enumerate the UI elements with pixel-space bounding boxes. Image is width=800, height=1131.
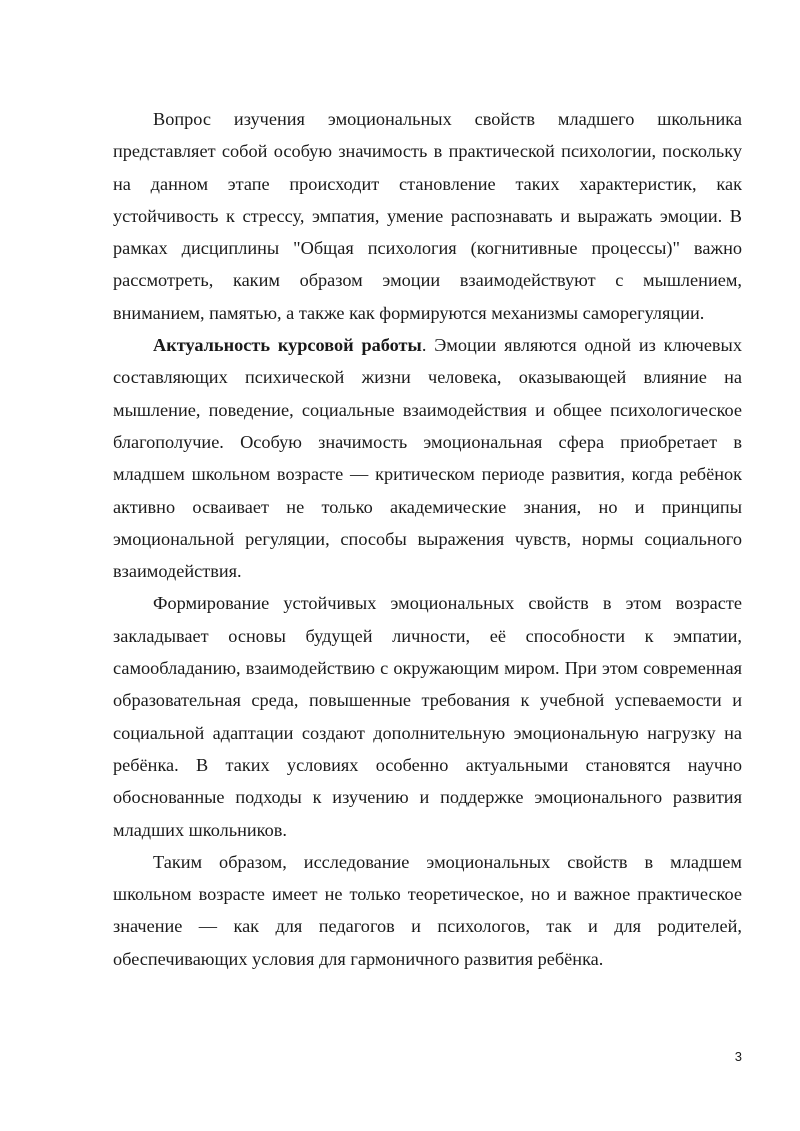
paragraph-formation (113, 587, 742, 845)
paragraph-intro (113, 103, 742, 329)
paragraph-formation-text: Формирование устойчивых эмоциональных свойств в этом возрасте закладывает основы будущей личности, её способности к эмпатии, самообладанию, взаимодействию с окружающим миром. При этом современная образовательная среда, повышенные требования к учебной успеваемости и социальной адаптации создают дополнительную эмоциональную нагрузку на ребёнка. В таких условиях особенно актуальными становятся научно обоснованные подходы к изучению и поддержке эмоционального развития младших школьников. (113, 593, 742, 840)
document-body (113, 103, 742, 975)
relevance-heading: Актуальность курсовой работы (153, 335, 422, 356)
paragraph-relevance-text: . Эмоции являются одной из ключевых составляющих психической жизни человека, оказывающей влияние на мышление, поведение, социальные взаимодействия и общее психологическое благополучие. Особую значимость эмоциональная сфера приобретает в младшем школьном возрасте — критическом периоде развития, когда ребёнок активно осваивает не только академические знания, но и принципы эмоциональной регуляции, способы выражения чувств, нормы социального взаимодействия. (113, 335, 742, 582)
page-number: 3 (734, 1049, 742, 1064)
paragraph-conclusion-text: Таким образом, исследование эмоциональных свойств в младшем школьном возрасте имеет не только теоретическое, но и важное практическое значение — как для педагогов и психологов, так и для родителей, обеспечивающих условия для гармоничного развития ребёнка. (113, 851, 742, 969)
paragraph-conclusion (113, 846, 742, 975)
paragraph-relevance (113, 329, 742, 587)
paragraph-intro-text: Вопрос изучения эмоциональных свойств младшего школьника представляет собой особую значимость в практической психологии, поскольку на данном этапе происходит становление таких характеристик, как устойчивость к стрессу, эмпатия, умение распознавать и выражать эмоции. В рамках дисциплины "Общая психология (когнитивные процессы)" важно рассмотреть, каким образом эмоции взаимодействуют с мышлением, вниманием, памятью, а также как формируются механизмы саморегуляции. (113, 109, 742, 323)
